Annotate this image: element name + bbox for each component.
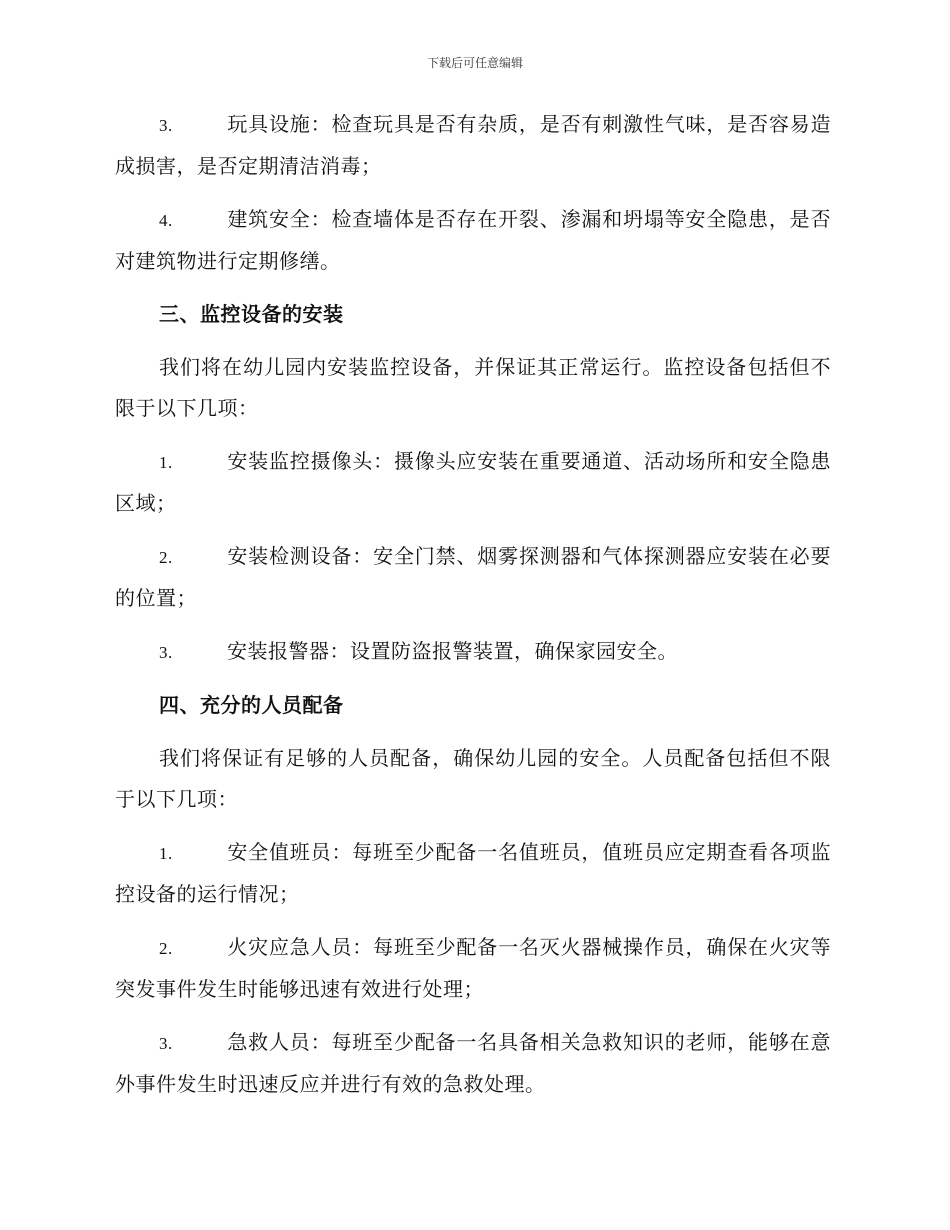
list-item-first-aid xyxy=(115,1022,831,1105)
section-heading-monitoring: 三、监控设备的安装 xyxy=(159,302,344,326)
page-header: 下载后可任意编辑 xyxy=(426,56,523,70)
list-number: 4. xyxy=(159,211,173,230)
list-item-detectors xyxy=(115,536,831,619)
paragraph-staffing-intro: 我们将保证有足够的人员配备，确保幼儿园的安全。人员配备包括但不限于以下几项： xyxy=(115,746,831,811)
section-heading-staffing: 四、充分的人员配备 xyxy=(159,693,344,717)
list-number: 2. xyxy=(159,548,173,567)
list-item-text: 安装报警器：设置防盗报警装置，确保家园安全。 xyxy=(227,639,678,663)
paragraph-monitoring-intro: 我们将在幼儿园内安装监控设备，并保证其正常运行。监控设备包括但不限于以下几项： xyxy=(115,355,831,420)
list-item-text: 安全值班员：每班至少配备一名值班员，值班员应定期查看各项监控设备的运行情况； xyxy=(115,840,831,906)
document-body xyxy=(115,104,831,1117)
list-item-text: 玩具设施：检查玩具是否有杂质，是否有刺激性气味，是否容易造成损害，是否定期清洁消毒； xyxy=(115,112,831,178)
list-item-toy-facilities xyxy=(115,104,831,187)
list-item-text: 安装监控摄像头：摄像头应安装在重要通道、活动场所和安全隐患区域； xyxy=(115,449,831,515)
list-item-building-safety xyxy=(115,199,831,282)
list-item-cameras xyxy=(115,441,831,524)
list-item-text: 急救人员：每班至少配备一名具备相关急救知识的老师，能够在意外事件发生时迅速反应并进行有效的急救处理。 xyxy=(115,1030,831,1096)
list-number: 3. xyxy=(159,116,173,135)
list-number: 1. xyxy=(159,844,173,863)
list-number: 3. xyxy=(159,1034,173,1053)
list-number: 3. xyxy=(159,643,173,662)
list-item-text: 建筑安全：检查墙体是否存在开裂、渗漏和坍塌等安全隐患，是否对建筑物进行定期修缮。 xyxy=(115,207,831,273)
list-item-alarms xyxy=(115,631,831,673)
list-number: 2. xyxy=(159,939,173,958)
list-item-duty-officer xyxy=(115,832,831,915)
list-number: 1. xyxy=(159,453,173,472)
list-item-text: 安装检测设备：安全门禁、烟雾探测器和气体探测器应安装在必要的位置； xyxy=(115,544,831,610)
list-item-fire-response xyxy=(115,927,831,1010)
list-item-text: 火灾应急人员：每班至少配备一名灭火器械操作员，确保在火灾等突发事件发生时能够迅速有效进行处理； xyxy=(115,935,831,1001)
